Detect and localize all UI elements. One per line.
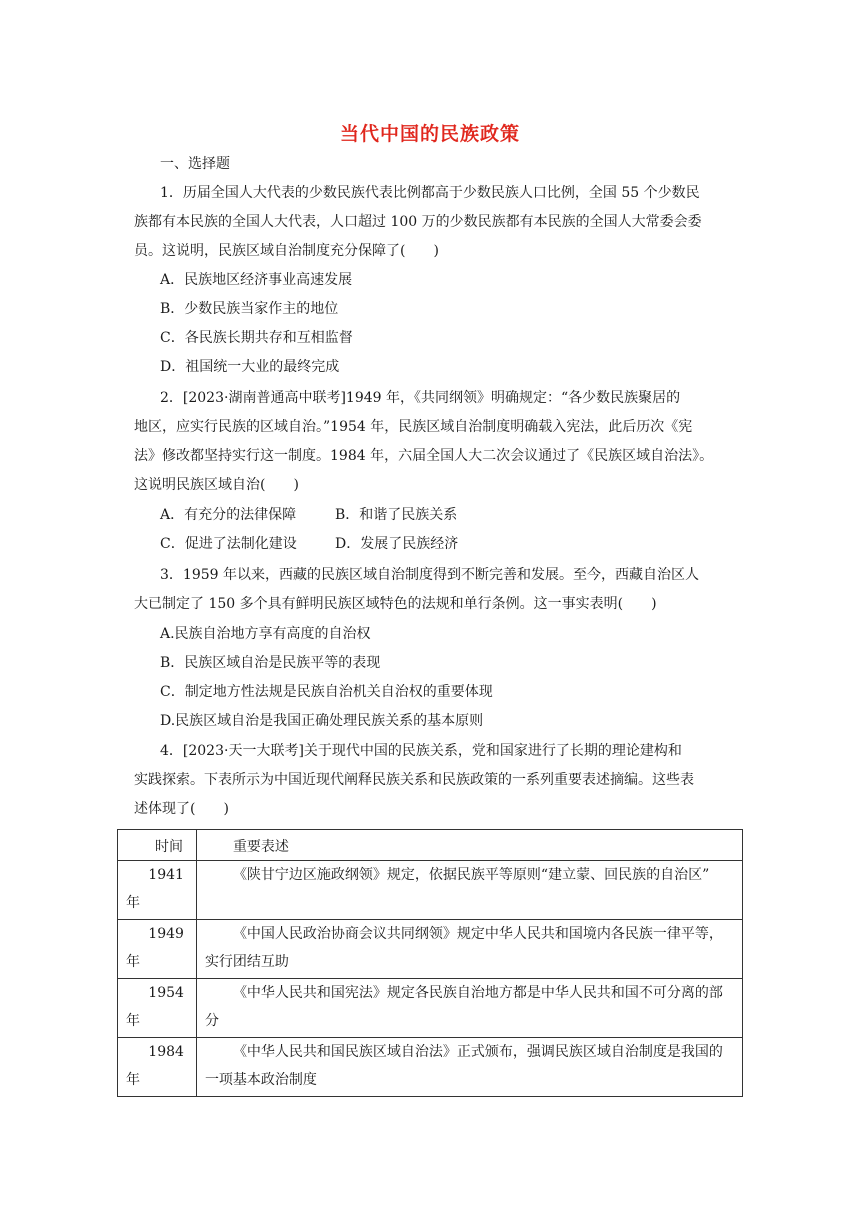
year-unit: 年 bbox=[126, 954, 140, 970]
year-unit: 年 bbox=[126, 1072, 140, 1088]
year-value: 1949 bbox=[148, 926, 184, 942]
year-value: 1954 bbox=[148, 985, 184, 1001]
q1-option-d: D．祖国统一大业的最终完成 bbox=[160, 359, 340, 375]
statement-text: 《中华人民共和国民族区域自治法》正式颁布，强调民族区域自治制度是我国的一项基本政治制度 bbox=[204, 1044, 723, 1088]
q2-stem-line: 法》修改都坚持实行这一制度。1984 年，六届全国人大二次会议通过了《民族区域自治法》。 bbox=[134, 448, 714, 464]
q2-option-a: A．有充分的法律保障 bbox=[160, 507, 297, 523]
q4-table bbox=[117, 829, 743, 1097]
year-value: 1984 bbox=[148, 1044, 184, 1060]
year-cell bbox=[118, 979, 197, 1038]
q1-option-b: B．少数民族当家作主的地位 bbox=[160, 301, 339, 317]
statement-text: 《中华人民共和国宪法》规定各民族自治地方都是中华人民共和国不可分离的部分 bbox=[204, 985, 723, 1029]
q4-stem-line: 实践探索。下表所示为中国近现代阐释民族关系和民族政策的一系列重要表述摘编。这些表 bbox=[134, 772, 694, 788]
q2-stem-line: 这说明民族区域自治( ) bbox=[134, 477, 299, 493]
year-cell bbox=[118, 1038, 197, 1097]
year-value: 1941 bbox=[148, 867, 184, 883]
document-title: 当代中国的民族政策 bbox=[339, 123, 520, 145]
statement-cell bbox=[196, 920, 742, 979]
table-header-cell bbox=[118, 830, 197, 861]
q2-stem-line: 2．[2023·湖南普通高中联考]1949 年，《共同纲领》明确规定：“各少数民族聚居的 bbox=[160, 390, 681, 406]
table-header-cell bbox=[196, 830, 742, 861]
q3-option-a: A.民族自治地方享有高度的自治权 bbox=[160, 626, 371, 642]
q2-option-c: C．促进了法制化建设 bbox=[160, 536, 297, 552]
q1-stem-line: 员。这说明，民族区域自治制度充分保障了( ) bbox=[134, 243, 439, 259]
year-unit: 年 bbox=[126, 1013, 140, 1029]
q4-stem-line: 述体现了( ) bbox=[134, 801, 229, 817]
statement-cell bbox=[196, 861, 742, 920]
q2-option-b: B．和谐了民族关系 bbox=[335, 507, 458, 523]
table-row bbox=[118, 920, 743, 979]
q1-option-c: C．各民族长期共存和互相监督 bbox=[160, 330, 353, 346]
q1-stem-line: 1．历届全国人大代表的少数民族代表比例都高于少数民族人口比例，全国 55 个少数民 bbox=[160, 185, 700, 201]
q3-option-b: B．民族区域自治是民族平等的表现 bbox=[160, 655, 381, 671]
q3-option-c: C．制定地方性法规是民族自治机关自治权的重要体现 bbox=[160, 684, 493, 700]
year-cell bbox=[118, 861, 197, 920]
table-row bbox=[118, 861, 743, 920]
table-row bbox=[118, 979, 743, 1038]
q1-stem-line: 族都有本民族的全国人大代表，人口超过 100 万的少数民族都有本民族的全国人大常委会委 bbox=[134, 214, 702, 230]
statement-cell bbox=[196, 979, 742, 1038]
header-time: 时间 bbox=[155, 839, 183, 855]
table-header-row bbox=[118, 830, 743, 861]
statement-text: 《陕甘宁边区施政纲领》规定，依据民族平等原则“建立蒙、回民族的自治区” bbox=[232, 867, 710, 883]
q4-stem-line: 4．[2023·天一大联考]关于现代中国的民族关系，党和国家进行了长期的理论建构和 bbox=[160, 743, 682, 759]
q3-stem-line: 3．1959 年以来，西藏的民族区域自治制度得到不断完善和发展。至今，西藏自治区人 bbox=[160, 567, 699, 583]
section-heading: 一、选择题 bbox=[160, 156, 230, 172]
year-cell bbox=[118, 920, 197, 979]
header-statement: 重要表述 bbox=[232, 839, 289, 855]
q2-option-d: D．发展了民族经济 bbox=[335, 536, 459, 552]
year-unit: 年 bbox=[126, 895, 140, 911]
statement-cell bbox=[196, 1038, 742, 1097]
table-row bbox=[118, 1038, 743, 1097]
q1-option-a: A．民族地区经济事业高速发展 bbox=[160, 272, 353, 288]
q3-option-d: D.民族区域自治是我国正确处理民族关系的基本原则 bbox=[160, 713, 484, 729]
statement-text: 《中国人民政治协商会议共同纲领》规定中华人民共和国境内各民族一律平等，实行团结互助 bbox=[204, 926, 723, 970]
q3-stem-line: 大已制定了 150 多个具有鲜明民族区域特色的法规和单行条例。这一事实表明( ) bbox=[134, 596, 657, 612]
q2-stem-line: 地区，应实行民族的区域自治。”1954 年，民族区域自治制度明确载入宪法，此后历次《宪 bbox=[134, 419, 693, 435]
